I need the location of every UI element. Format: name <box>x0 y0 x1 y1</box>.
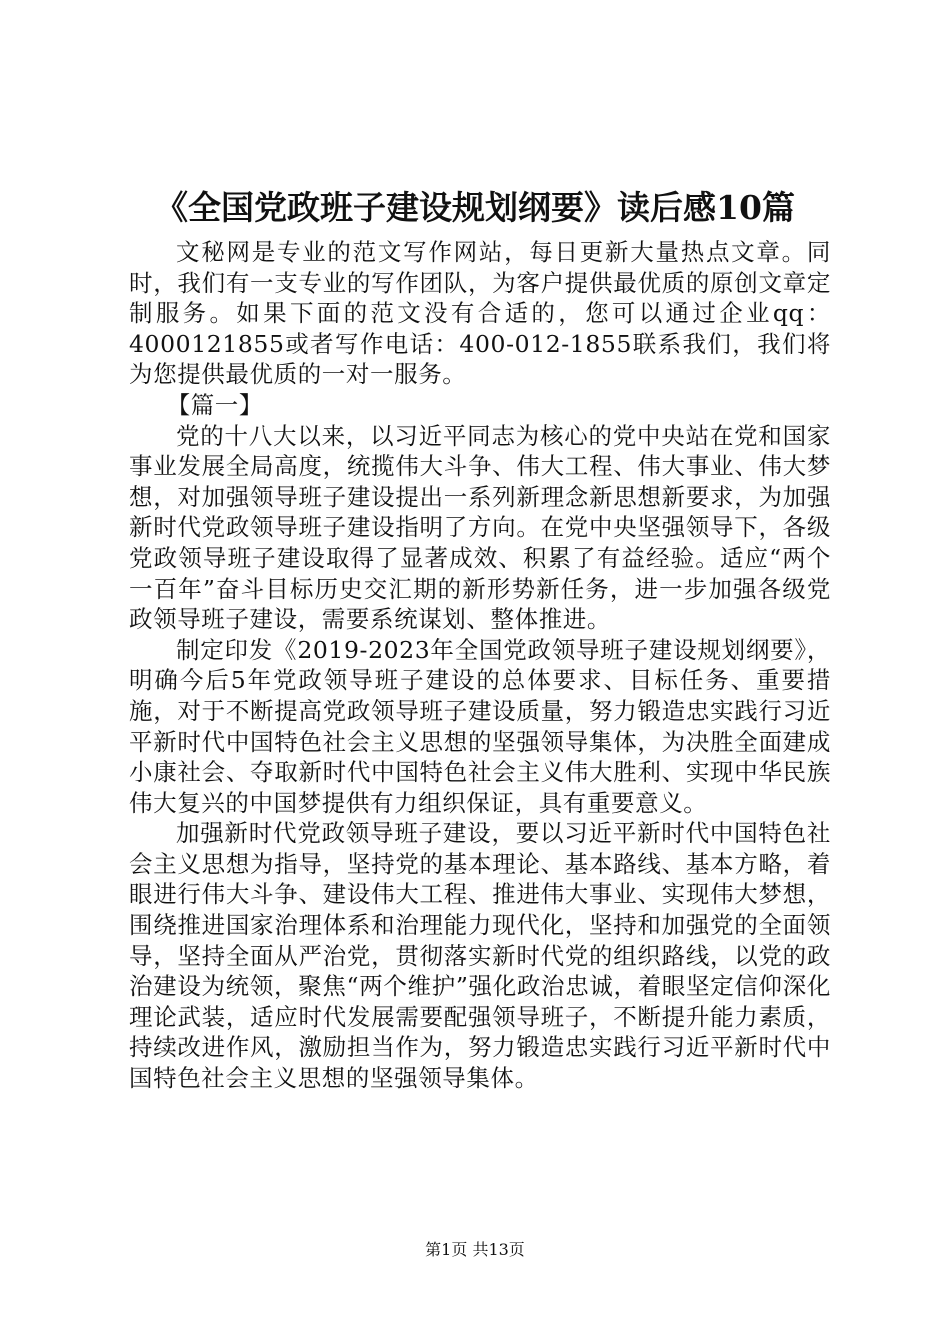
intro-paragraph: 文秘网是专业的范文写作网站，每日更新大量热点文章。同时，我们有一支专业的写作团队，为客户提供最优质的原创文章定制服务。如果下面的范文没有合适的，您可以通过企业qq：4000121855或者写作电话：400-012-1855联系我们，我们将为您提供最优质的一对一服务。 <box>129 238 831 389</box>
document-title: 《全国党政班子建设规划纲要》读后感10篇 <box>155 188 795 227</box>
document-body <box>129 237 831 1094</box>
body-paragraph-2: 制定印发《2019-2023年全国党政领导班子建设规划纲要》，明确今后5年党政领导班子建设的总体要求、目标任务、重要措施，对于不断提高党政领导班子建设质量，努力锻造忠实践行习近平新时代中国特色社会主义思想的坚强领导集体，为决胜全面建成小康社会、夺取新时代中国特色社会主义伟大胜利、实现中华民族伟大复兴的中国梦提供有力组织保证，具有重要意义。 <box>129 635 831 817</box>
body-paragraph-1: 党的十八大以来，以习近平同志为核心的党中央站在党和国家事业发展全局高度，统揽伟大斗争、伟大工程、伟大事业、伟大梦想，对加强领导班子建设提出一系列新理念新思想新要求，为加强新时代党政领导班子建设指明了方向。在党中央坚强领导下，各级党政领导班子建设取得了显著成效、积累了有益经验。适应“两个一百年”奋斗目标历史交汇期的新形势新任务，进一步加强各级党政领导班子建设，需要系统谋划、整体推进。 <box>129 421 831 634</box>
body-paragraph-3: 加强新时代党政领导班子建设，要以习近平新时代中国特色社会主义思想为指导，坚持党的基本理论、基本路线、基本方略，着眼进行伟大斗争、建设伟大工程、推进伟大事业、实现伟大梦想，围绕推进国家治理体系和治理能力现代化，坚持和加强党的全面领导，坚持全面从严治党，贯彻落实新时代党的组织路线，以党的政治建设为统领，聚焦“两个维护”强化政治忠诚，着眼坚定信仰深化理论武装，适应时代发展需要配强领导班子，不断提升能力素质，持续改进作风，激励担当作为，努力锻造忠实践行习近平新时代中国特色社会主义思想的坚强领导集体。 <box>129 819 831 1093</box>
page-footer: 第1页 共13页 <box>425 1240 525 1259</box>
section-heading: 【篇一】 <box>166 390 263 419</box>
